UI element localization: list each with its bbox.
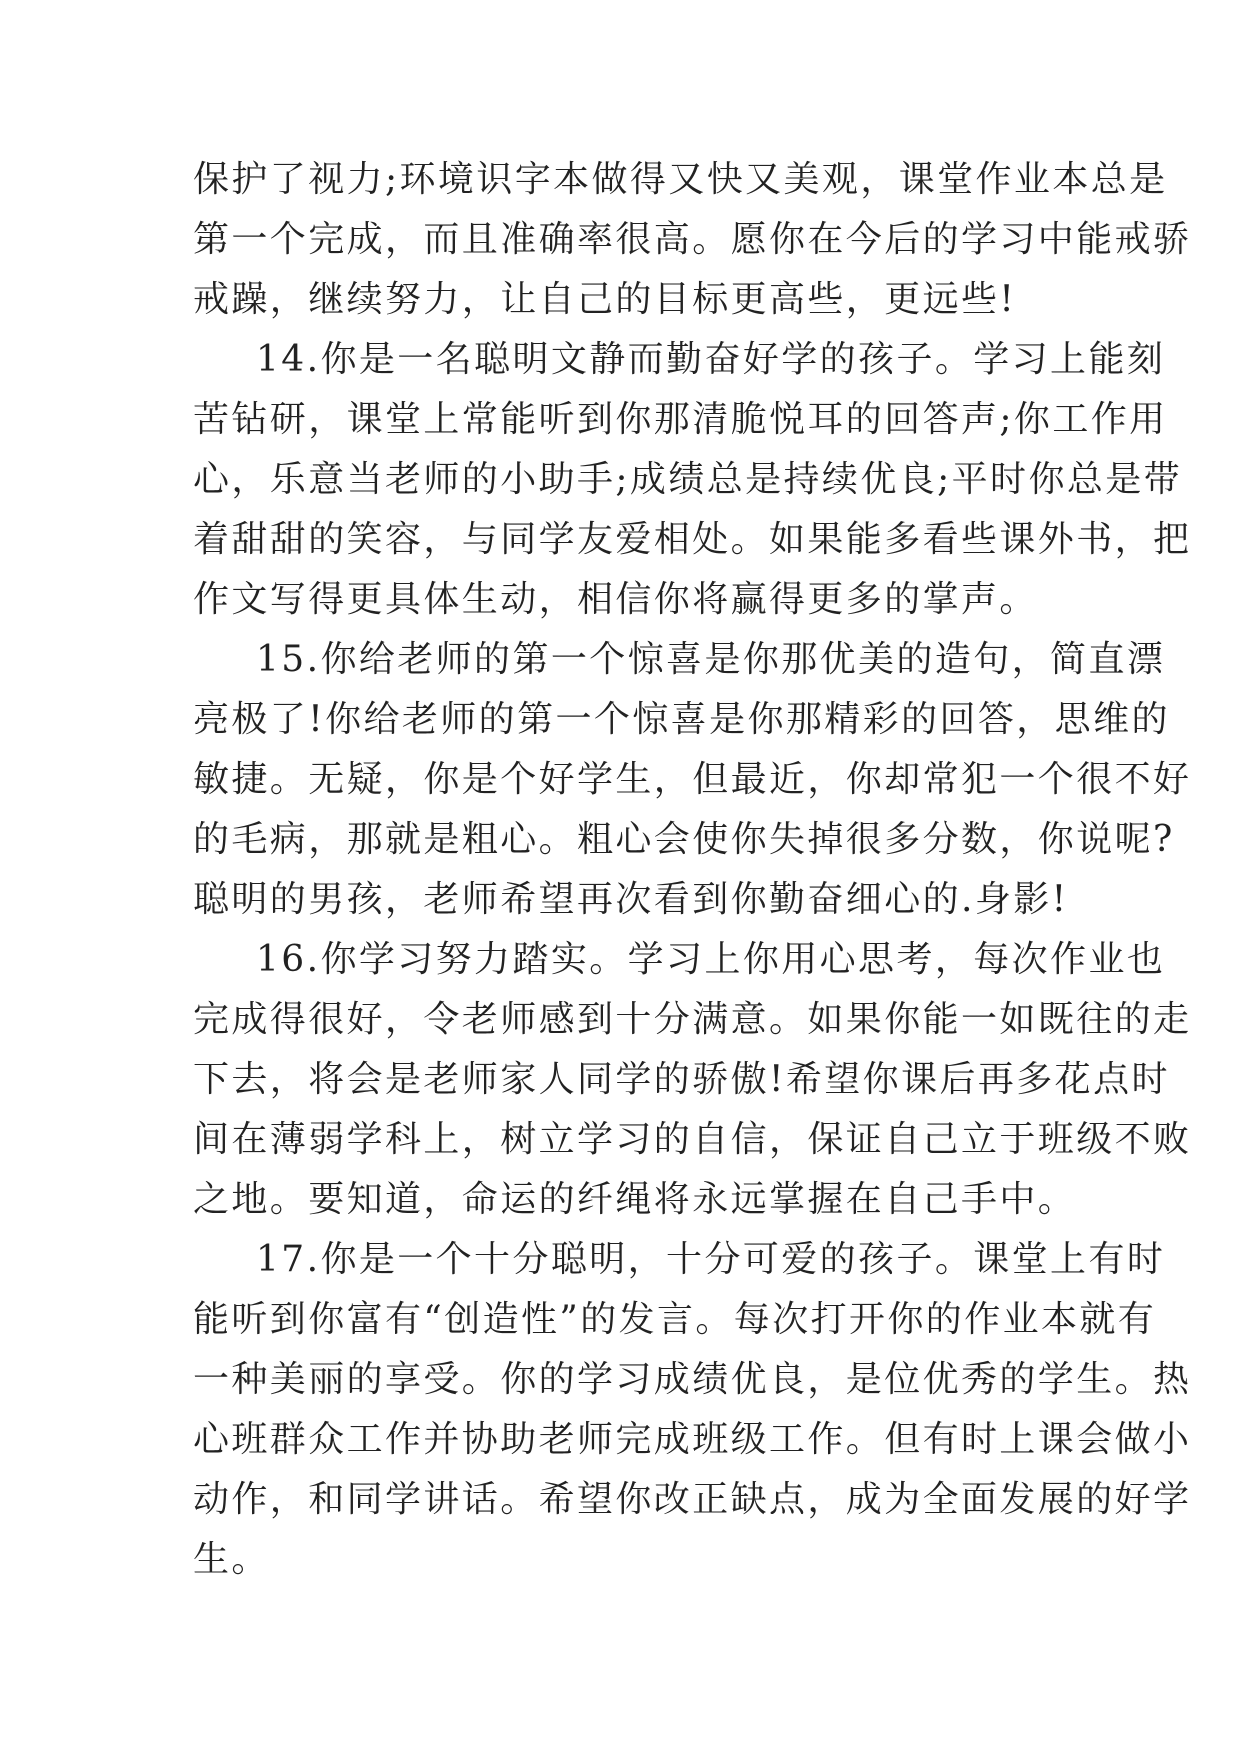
text-line: 着甜甜的笑容，与同学友爱相处。如果能多看些课外书，把 bbox=[193, 519, 1192, 560]
text-line: 一种美丽的享受。你的学习成绩优良，是位优秀的学生。热 bbox=[193, 1359, 1192, 1400]
text-line: 下去，将会是老师家人同学的骄傲!希望你课后再多花点时 bbox=[193, 1059, 1170, 1100]
text-line: 作文写得更具体生动，相信你将赢得更多的掌声。 bbox=[193, 579, 1038, 620]
text-line: 苦钻研，课堂上常能听到你那清脆悦耳的回答声;你工作用 bbox=[193, 399, 1168, 440]
paragraph-first-line: 14.你是一名聪明文静而勤奋好学的孩子。学习上能刻 bbox=[256, 339, 1166, 380]
text-line: 能听到你富有“创造性”的发言。每次打开你的作业本就有 bbox=[193, 1299, 1157, 1340]
text-line: 保护了视力;环境识字本做得又快又美观，课堂作业本总是 bbox=[193, 159, 1168, 200]
text-line: 敏捷。无疑，你是个好学生，但最近，你却常犯一个很不好 bbox=[193, 759, 1192, 800]
text-line: 心班群众工作并协助老师完成班级工作。但有时上课会做小 bbox=[193, 1419, 1192, 1460]
paragraph-first-line: 17.你是一个十分聪明，十分可爱的孩子。课堂上有时 bbox=[256, 1239, 1166, 1280]
paragraph-first-line: 16.你学习努力踏实。学习上你用心思考，每次作业也 bbox=[256, 939, 1166, 980]
text-line: 戒躁，继续努力，让自己的目标更高些，更远些! bbox=[193, 279, 1017, 320]
text-line: 心，乐意当老师的小助手;成绩总是持续优良;平时你总是带 bbox=[193, 459, 1183, 500]
text-line: 亮极了!你给老师的第一个惊喜是你那精彩的回答，思维的 bbox=[193, 699, 1170, 740]
text-line: 间在薄弱学科上，树立学习的自信，保证自己立于班级不败 bbox=[193, 1119, 1192, 1160]
text-line: 完成得很好，令老师感到十分满意。如果你能一如既往的走 bbox=[193, 999, 1192, 1040]
text-line: 之地。要知道，命运的纤绳将永远掌握在自己手中。 bbox=[193, 1179, 1077, 1220]
paragraph-first-line: 15.你给老师的第一个惊喜是你那优美的造句，简直漂 bbox=[256, 639, 1166, 680]
text-line: 动作，和同学讲话。希望你改正缺点，成为全面发展的好学 bbox=[193, 1479, 1192, 1520]
text-line: 聪明的男孩，老师希望再次看到你勤奋细心的.身影! bbox=[193, 879, 1069, 920]
text-line: 的毛病，那就是粗心。粗心会使你失掉很多分数，你说呢? bbox=[193, 819, 1175, 860]
text-line: 第一个完成，而且准确率很高。愿你在今后的学习中能戒骄 bbox=[193, 219, 1192, 260]
body-text bbox=[193, 150, 1192, 1590]
text-line: 生。 bbox=[193, 1539, 270, 1580]
